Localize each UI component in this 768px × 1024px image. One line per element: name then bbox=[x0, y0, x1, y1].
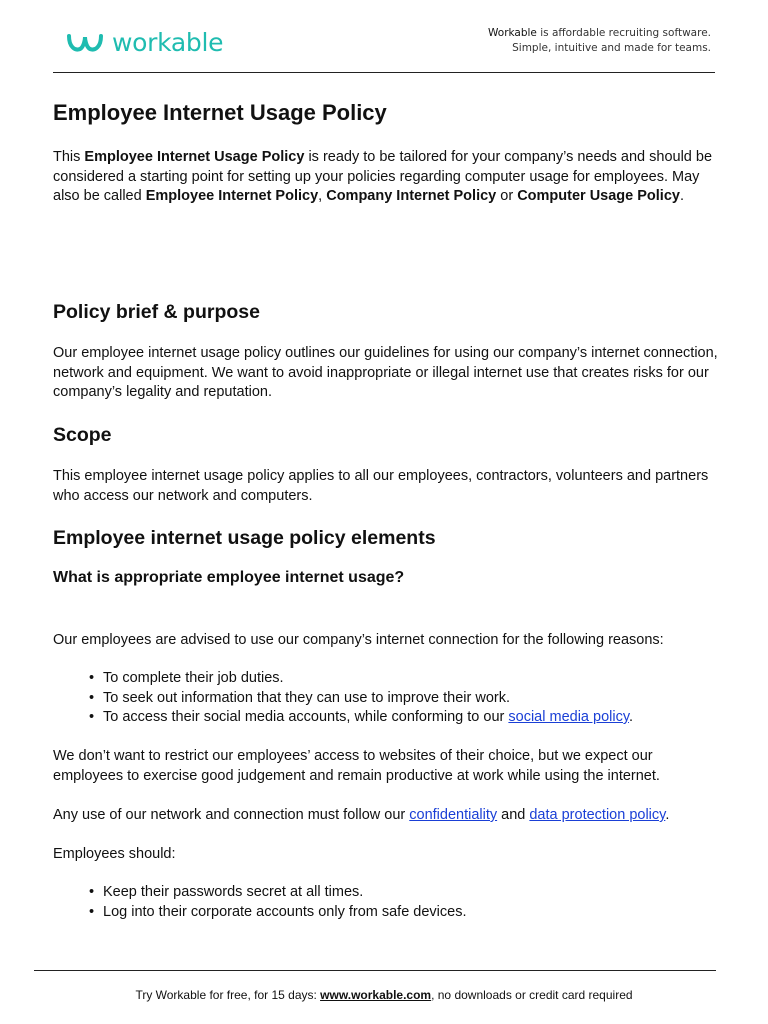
workable-logo-icon bbox=[66, 31, 104, 55]
tagline-line2: Simple, intuitive and made for teams. bbox=[512, 42, 711, 54]
network-text: and bbox=[497, 807, 530, 823]
confidentiality-link[interactable]: confidentiality bbox=[409, 807, 498, 823]
brief-paragraph: Our employee internet usage policy outlines our guidelines for using our company’s internet connection, network and equipment. We want to avoid inappropriate or illegal internet use that creates risks for our company’s legality and reputation. bbox=[53, 345, 718, 400]
should-list bbox=[53, 883, 467, 922]
section-heading-elements: Employee internet usage policy elements bbox=[53, 527, 436, 549]
reasons-list bbox=[53, 669, 633, 728]
subheading-appropriate-usage: What is appropriate employee internet usage? bbox=[53, 569, 405, 586]
should-intro: Employees should: bbox=[53, 846, 176, 862]
intro-text: This bbox=[53, 149, 85, 165]
section-heading-brief: Policy brief & purpose bbox=[53, 301, 260, 323]
list-item-text: To access their social media accounts, while conforming to our bbox=[103, 709, 509, 725]
social-media-policy-link[interactable]: social media policy bbox=[508, 709, 630, 725]
network-paragraph bbox=[53, 806, 718, 826]
workable-website-link[interactable]: www.workable.com bbox=[320, 988, 432, 1002]
list-item bbox=[103, 708, 633, 728]
intro-paragraph bbox=[53, 148, 718, 207]
list-item: • Keep their passwords secret at all times. bbox=[103, 883, 467, 903]
page-title: Employee Internet Usage Policy bbox=[53, 100, 387, 125]
footer-divider bbox=[34, 970, 716, 971]
section-heading-scope: Scope bbox=[53, 424, 112, 446]
page-footer bbox=[0, 988, 768, 1002]
list-item: • To complete their job duties. bbox=[103, 669, 633, 689]
intro-text: or bbox=[496, 188, 518, 204]
intro-bold-name: Employee Internet Usage Policy bbox=[84, 149, 305, 165]
scope-paragraph: This employee internet usage policy applies to all our employees, contractors, volunteers and partners who access our network and computers. bbox=[53, 468, 709, 504]
header-divider bbox=[53, 72, 715, 73]
intro-text: . bbox=[679, 188, 684, 204]
footer-text: , no downloads or credit card required bbox=[431, 988, 633, 1002]
reasons-intro: Our employees are advised to use our company’s internet connection for the following reasons: bbox=[53, 632, 664, 648]
footer-text: Try Workable for free, for 15 days: bbox=[135, 988, 321, 1002]
intro-bold-alt2: Company Internet Policy bbox=[326, 188, 497, 204]
tagline-brand: Workable bbox=[488, 27, 537, 39]
list-item-text: . bbox=[629, 709, 634, 725]
list-item: • To seek out information that they can use to improve their work. bbox=[103, 689, 633, 709]
workable-logo[interactable] bbox=[66, 30, 223, 55]
page-header bbox=[53, 24, 715, 72]
intro-bold-alt1: Employee Internet Policy bbox=[145, 188, 319, 204]
intro-text: , bbox=[318, 188, 327, 204]
intro-text: is ready to be tailored for your company’s needs and should be considered a starting point for setting up your policies regarding computer usage for employees. May also be called bbox=[53, 149, 713, 204]
restrict-paragraph: We don’t want to restrict our employees’ access to websites of their choice, but we expect our employees to exercise good judgement and remain productive at work while using the internet. bbox=[53, 748, 660, 784]
network-text: . bbox=[665, 807, 670, 823]
list-item: • Log into their corporate accounts only from safe devices. bbox=[103, 903, 467, 923]
intro-bold-alt3: Computer Usage Policy bbox=[517, 188, 680, 204]
tagline-line1: is affordable recruiting software. bbox=[536, 27, 711, 39]
network-text: Any use of our network and connection must follow our bbox=[53, 807, 410, 823]
data-protection-policy-link[interactable]: data protection policy bbox=[529, 807, 666, 823]
header-tagline bbox=[488, 26, 711, 56]
logo-wordmark: workable bbox=[112, 28, 224, 57]
